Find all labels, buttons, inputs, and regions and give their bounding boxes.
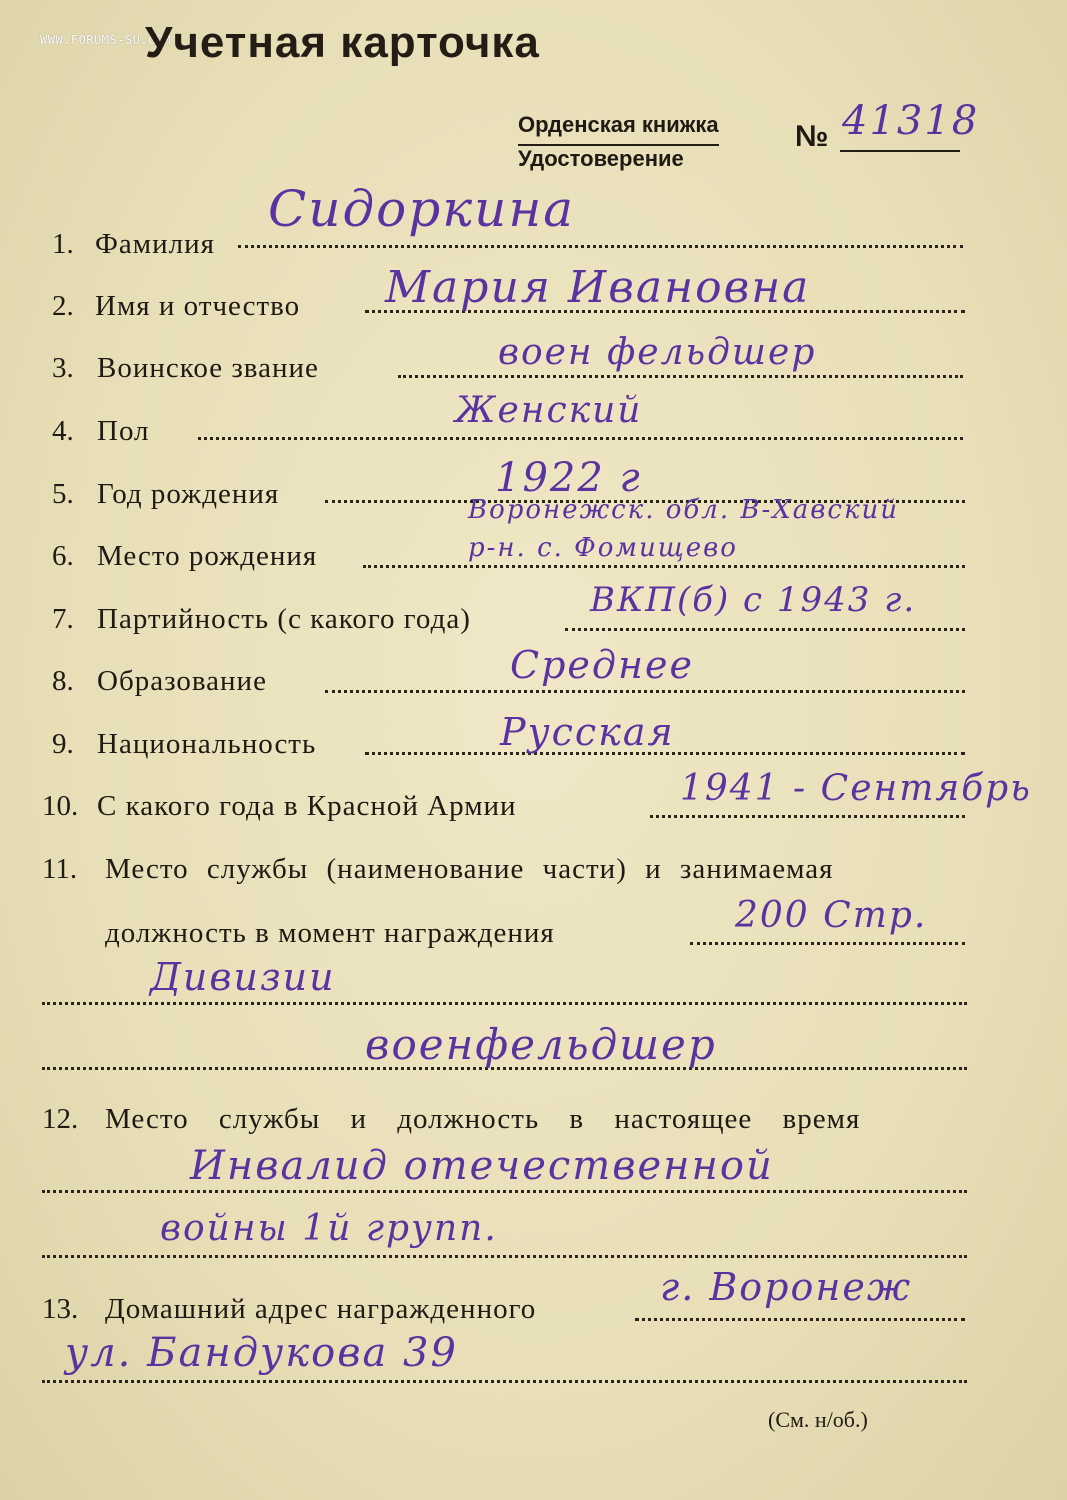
field-line [42, 1002, 967, 1005]
field-label-education: Образование [97, 665, 267, 697]
certificate-label: Удостоверение [518, 146, 684, 171]
field-value-service: 200 Стр. [735, 895, 928, 936]
field-value-birth-year: 1922 г [495, 455, 642, 501]
field-label-name: Имя и отчество [95, 290, 301, 322]
number-sign: № [795, 120, 829, 153]
field-number: 5. [52, 478, 74, 510]
field-number: 9. [52, 728, 74, 760]
order-book-label: Орденская книжка [518, 112, 719, 137]
field-number: 4. [52, 415, 74, 447]
field-value-service-line2: Дивизии [150, 955, 336, 999]
field-value-current-service-line2: войны 1й групп. [160, 1208, 498, 1249]
field-number: 7. [52, 603, 74, 635]
field-number: 13. [42, 1293, 79, 1325]
footnote-see-reverse: (См. н/об.) [768, 1407, 868, 1432]
field-value-rank: воен фельдшер [498, 332, 817, 373]
field-line [238, 245, 963, 248]
field-value-current-service: Инвалид отечественной [190, 1143, 774, 1189]
field-value-army-since: 1941 - Сентябрь [680, 768, 1032, 809]
card-title: Учетная карточка [145, 18, 540, 67]
field-value-nationality: Русская [500, 710, 675, 754]
field-label-service-line2: должность в момент награждения [105, 917, 555, 949]
field-number: 2. [52, 290, 74, 322]
field-number: 10. [42, 790, 79, 822]
field-value-address: г. Воронеж [660, 1265, 913, 1309]
field-number: 1. [52, 228, 74, 260]
field-value-name: Мария Ивановна [385, 262, 811, 313]
field-value-birthplace-line2: р-н. с. Фомищево [468, 533, 738, 563]
field-label-party: Партийность (с какого года) [97, 603, 471, 635]
field-label-current-service: Место службы и должность в настоящее время [105, 1103, 861, 1135]
field-number: 11. [42, 853, 78, 885]
field-value-birthplace: Воронежск. обл. В-Хавский [468, 495, 899, 525]
field-label-rank: Воинское звание [97, 352, 319, 384]
field-label-service: Место службы (наименование части) и занимаемая [105, 853, 834, 885]
field-line [565, 628, 965, 631]
field-label-army-since: С какого года в Красной Армии [97, 790, 517, 822]
field-value-sex: Женский [455, 390, 643, 431]
field-label-address: Домашний адрес награжденного [105, 1293, 537, 1325]
field-label-sex: Пол [97, 415, 150, 447]
order-number: 41318 [842, 98, 980, 144]
field-label-nationality: Национальность [97, 728, 317, 760]
field-line [42, 1190, 967, 1193]
field-line [635, 1318, 965, 1321]
field-line [398, 375, 963, 378]
field-number: 6. [52, 540, 74, 572]
field-label-birthplace: Место рождения [97, 540, 318, 572]
field-line [42, 1380, 967, 1383]
field-value-education: Среднее [510, 643, 694, 687]
field-value-party: ВКП(б) с 1943 г. [590, 580, 917, 620]
field-number: 3. [52, 352, 74, 384]
field-value-surname: Сидоркина [268, 180, 576, 238]
field-line [198, 437, 963, 440]
field-number: 12. [42, 1103, 79, 1135]
field-line [325, 690, 965, 693]
field-line [690, 942, 965, 945]
field-label-surname: Фамилия [95, 228, 215, 260]
field-value-address-line2: ул. Бандукова 39 [65, 1330, 458, 1376]
field-line [650, 815, 965, 818]
field-number: 8. [52, 665, 74, 697]
field-line [363, 565, 965, 568]
field-label-birth-year: Год рождения [97, 478, 280, 510]
number-line [840, 150, 960, 152]
field-line [42, 1255, 967, 1258]
watermark: WWW.FORUMS-SU.COM [40, 33, 172, 47]
field-value-service-line3: военфельдшер [365, 1020, 717, 1069]
